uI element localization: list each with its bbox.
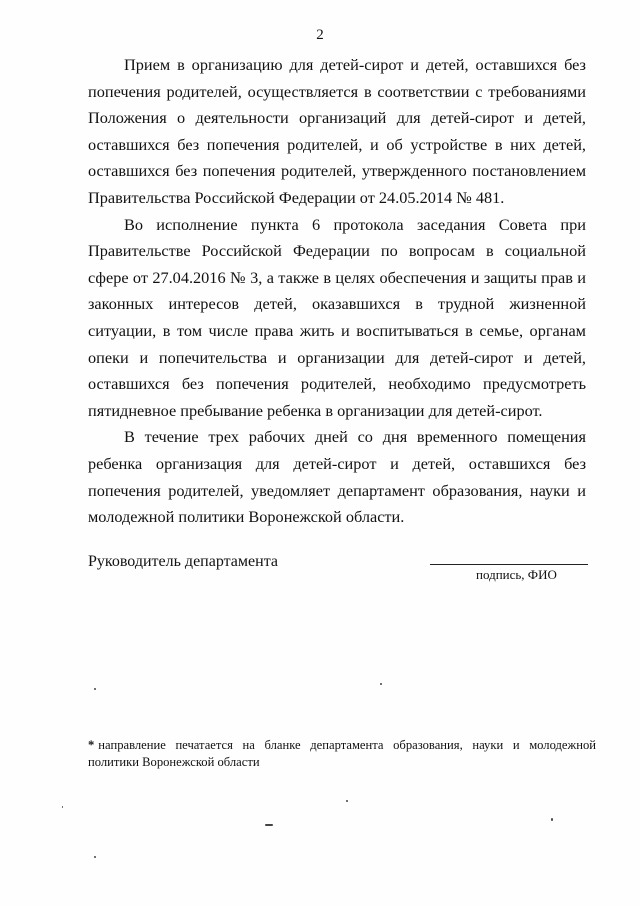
footnote [88, 737, 596, 771]
footnote-text: направление печатается на бланке департамента образования, науки и молодежной политики Воронежской области [88, 738, 596, 769]
scan-speck [346, 800, 348, 802]
scan-speck [94, 856, 96, 858]
scan-speck [94, 688, 96, 690]
document-body [88, 52, 586, 531]
signature-caption: подпись, ФИО [476, 567, 557, 582]
scan-speck [551, 818, 553, 821]
scan-speck [380, 683, 382, 685]
scan-speck [265, 824, 273, 826]
signatory-role: Руководитель департамента [88, 553, 278, 570]
signature-block [88, 553, 588, 593]
paragraph-protocol: Во исполнение пункта 6 протокола заседания Совета при Правительстве Российской Федерации по вопросам в социальной сфере от 27.04.2016 № 3, а также в целях обеспечения и защиты прав и законных интересов детей, оказавшихся в трудной жизненной ситуации, в том числе права жить и воспитываться в семье, органам опеки и попечительства и организации для детей-сирот и детей, оставшихся без попечения родителей, необходимо предусмотреть пятидневное пребывание ребенка в организации для детей-сирот. [88, 214, 586, 420]
scan-speck [62, 806, 63, 808]
page-number: 2 [316, 27, 324, 43]
paragraph-notification: В течение трех рабочих дней со дня временного помещения ребенка организация для детей-сирот и детей, оставшихся без попечения родителей, уведомляет департамент образования, науки и молодежной политики Воронежской области. [88, 427, 586, 527]
signature-line [430, 564, 588, 565]
paragraph-admission: Прием в организацию для детей-сирот и детей, оставшихся без попечения родителей, осуществляется в соответствии с требованиями Положения о деятельности организаций для детей-сирот и детей, оставшихся без попечения родителей, и об устройстве в них детей, оставшихся без попечения родителей, утвержденного постановлением Правительства Российской Федерации от 24.05.2014 № 481. [88, 55, 586, 207]
footnote-asterisk: * [88, 738, 95, 752]
